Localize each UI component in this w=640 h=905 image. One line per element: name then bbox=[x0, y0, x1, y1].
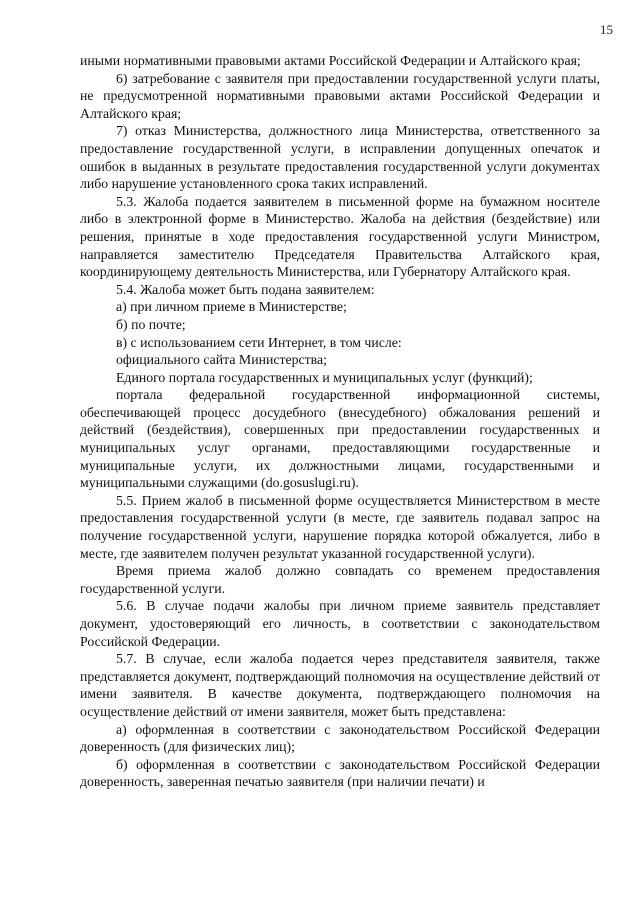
list-item-5-4-b: б) по почте; bbox=[116, 316, 186, 332]
page-number: 15 bbox=[600, 22, 613, 37]
paragraph-item-6: 6) затребование с заявителя при предоставлении государственной услуги платы, не предусмотренной нормативными правовыми актами Российской Федерации и Алтайского края; bbox=[80, 70, 600, 121]
list-item-5-7-b: б) оформленная в соответствии с законодательством Российской Федерации доверенность, заверенная печатью заявителя (при наличии печати) и bbox=[80, 756, 600, 790]
paragraph-5-3: 5.3. Жалоба подается заявителем в письменной форме на бумажном носителе либо в электронной форме в Министерство. Жалоба на действия (бездействие) или решения, принятые в ходе предоставления государственной услуги Министром, направляется заместителю Председателя Правительства Алтайского края, координирующему деятельность Министерства, или Губернатору Алтайского края. bbox=[80, 193, 600, 280]
paragraph-item-7: 7) отказ Министерства, должностного лица Министерства, ответственного за предоставление государственной услуги, в исправлении допущенных опечаток и ошибок в выданных в результате предоставления государственной услуги документах либо нарушение установленного срока таких исправлений. bbox=[80, 123, 600, 192]
list-item-unified-portal: Единого портала государственных и муниципальных услуг (функций); bbox=[116, 369, 533, 385]
page-body bbox=[80, 52, 600, 791]
paragraph-5-4: 5.4. Жалоба может быть подана заявителем: bbox=[116, 281, 375, 297]
paragraph-5-7: 5.7. В случае, если жалоба подается через представителя заявителя, также представляется документ, подтверждающий полномочия на осуществление действий от имени заявителя. В качестве документа, подтверждающего полномочия на осуществление действий от имени заявителя, может быть представлена: bbox=[80, 651, 600, 719]
list-item-5-4-v: в) с использованием сети Интернет, в том числе: bbox=[116, 334, 402, 350]
list-item-official-site: официального сайта Министерства; bbox=[116, 352, 327, 368]
paragraph-5-5: 5.5. Прием жалоб в письменной форме осуществляется Министерством в месте предоставления государственной услуги (в месте, где заявитель подавал запрос на получение государственной услуги, нарушение порядка которой обжалуется, либо в месте, где заявителем получен результат указанной государственной услуги). bbox=[80, 492, 600, 561]
paragraph-5-5-time: Время приема жалоб должно совпадать со временем предоставления государственной услуги. bbox=[80, 563, 600, 596]
list-item-5-4-a: а) при личном приеме в Министерстве; bbox=[116, 299, 347, 315]
paragraph-continuation: иными нормативными правовыми актами Российской Федерации и Алтайского края; bbox=[80, 53, 581, 68]
list-item-5-7-a: а) оформленная в соответствии с законодательством Российской Федерации доверенность (для физических лиц); bbox=[80, 721, 600, 755]
list-item-federal-portal: портала федеральной государственной информационной системы, обеспечивающей процесс досудебного (внесудебного) обжалования решений и действий (бездействия), совершенных при предоставлении государственных и муниципальных услуг органами, предоставляющими государственные и муниципальные услуги, их должностными лицами, государственными и муниципальными служащими (do.gosuslugi.ru). bbox=[80, 387, 600, 491]
paragraph-5-6: 5.6. В случае подачи жалобы при личном приеме заявитель представляет документ, удостоверяющий его личность, в соответствии с законодательством Российской Федерации. bbox=[80, 598, 600, 649]
